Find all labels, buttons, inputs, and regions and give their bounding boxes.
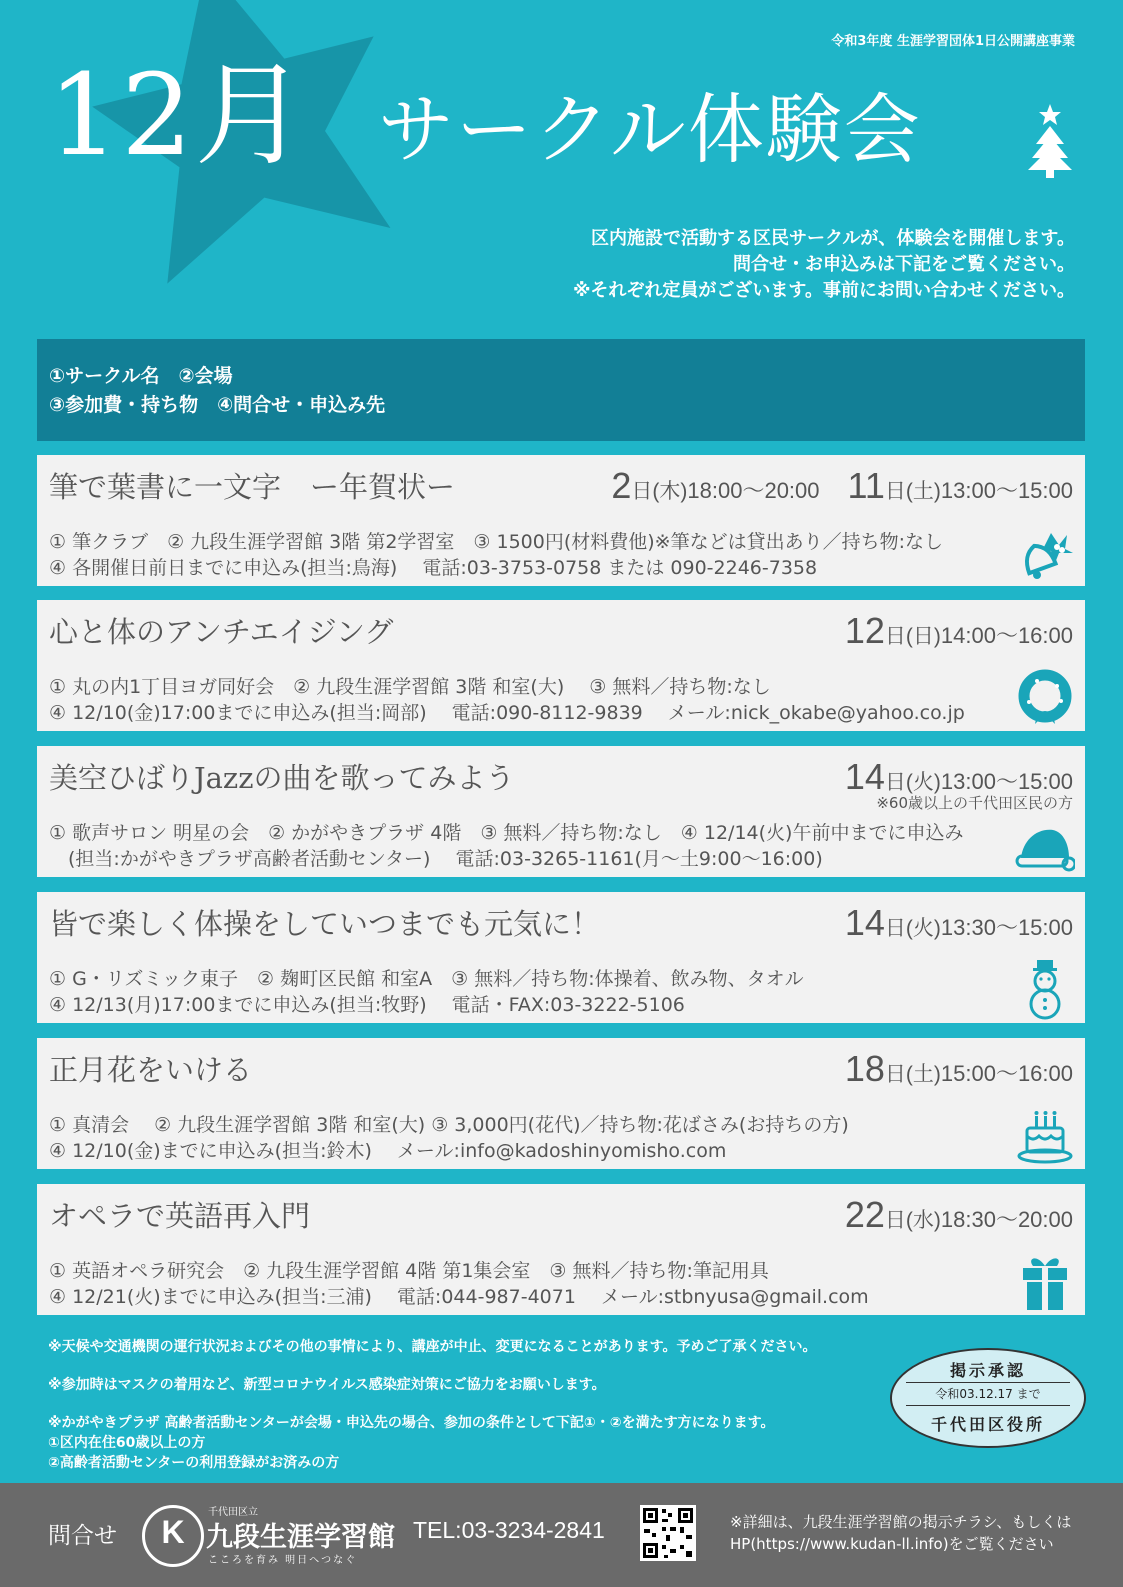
details-line: HP(https://www.kudan-ll.info)をご覧ください <box>730 1535 1054 1553</box>
event-dates <box>611 465 1073 507</box>
intro-line: 問合せ・お申込みは下記をご覧ください。 <box>733 254 1075 275</box>
event-day: 14 <box>844 902 885 943</box>
phone-number: TEL:03-3234-2841 <box>413 1517 605 1543</box>
approval-stamp <box>890 1348 1086 1448</box>
stamp-date: 令和03.12.17 まで <box>906 1382 1070 1406</box>
event-time: 18:30～20:00 <box>940 1207 1073 1232</box>
event-details: ① 丸の内1丁目ヨガ同好会 ② 九段生涯学習館 3階 和室(大) ③ 無料／持ち物:なし <box>49 676 771 698</box>
qr-code-icon <box>640 1505 696 1561</box>
event-details: ① 筆クラブ ② 九段生涯学習館 3階 第2学習室 ③ 1500円(材料費他)※筆などは貸出あり／持ち物:なし <box>49 531 943 553</box>
page-title: サークル体験会 <box>378 85 922 174</box>
event-day: 14 <box>844 756 885 797</box>
event-time: 15:00～16:00 <box>940 1061 1073 1086</box>
notice-text: ※参加時はマスクの着用など、新型コロナウイルス感染症対策にご協力をお願いします。 <box>48 1377 606 1393</box>
contact-label: 問合せ <box>48 1523 117 1549</box>
tree-icon <box>1026 104 1074 178</box>
logo-tagline: こころを育み 明日へつなぐ <box>208 1555 358 1566</box>
wreath-icon <box>1015 668 1075 728</box>
event-weekday: 日(土) <box>884 1063 941 1086</box>
event-name: 心と体のアンチエイジング <box>49 615 394 649</box>
logo-letter: K <box>161 1514 185 1550</box>
logo-icon <box>142 1505 204 1567</box>
event-contact: ④ 12/10(金)17:00までに申込み(担当:岡部) 電話:090-8112-9839 メール:nick_okabe@yahoo.co.jp <box>49 702 965 724</box>
event-day: 11 <box>847 465 885 506</box>
bell-icon <box>1015 523 1075 583</box>
event-card <box>37 455 1085 586</box>
legend-line: ①サークル名 ②会場 <box>49 365 233 387</box>
program-label: 令和3年度 生涯学習団体1日公開講座事業 <box>831 34 1075 49</box>
notice-text: ①区内在住60歳以上の方 <box>48 1435 206 1451</box>
notice-text: ※かがやきプラザ 高齢者活動センターが会場・申込先の場合、参加の条件として下記①・②を満たす方になります。 <box>48 1415 775 1431</box>
event-dates <box>845 1194 1073 1236</box>
event-contact: ④ 各開催日前日までに申込み(担当:鳥海) 電話:03-3753-0758 または 090-2246-7358 <box>49 557 818 579</box>
santa-hat-icon <box>1015 814 1075 874</box>
intro-line: ※それぞれ定員がございます。事前にお問い合わせください。 <box>572 280 1075 301</box>
event-dates <box>845 610 1073 652</box>
event-time: 14:00～16:00 <box>940 623 1073 648</box>
footer-bar <box>0 1483 1123 1587</box>
event-contact: ④ 12/13(月)17:00までに申込み(担当:牧野) 電話・FAX:03-3222-5106 <box>49 994 685 1016</box>
stamp-title: 掲示承認 <box>949 1361 1026 1380</box>
event-card <box>37 1038 1085 1169</box>
event-name: 美空ひばりJazzの曲を歌ってみよう <box>49 761 515 795</box>
event-name: オペラで英語再入門 <box>49 1199 311 1233</box>
event-contact: (担当:かがやきプラザ高齢者活動センター) 電話:03-3265-1161(月～土9:00～16:00) <box>49 848 823 870</box>
event-details: ① 英語オペラ研究会 ② 九段生涯学習館 4階 第1集会室 ③ 無料／持ち物:筆記用具 <box>49 1260 769 1282</box>
event-day: 18 <box>844 1048 885 1089</box>
logo-ward: 千代田区立 <box>208 1507 258 1518</box>
event-dates <box>845 1048 1073 1090</box>
event-weekday: 日(土) <box>884 480 941 503</box>
event-name: 正月花をいける <box>49 1053 253 1087</box>
event-contact: ④ 12/10(金)までに申込み(担当:鈴木) メール:info@kadoshinyomisho.com <box>49 1140 727 1162</box>
cake-icon <box>1015 1106 1075 1166</box>
intro-text <box>573 226 1075 304</box>
event-weekday: 日(日) <box>884 625 941 648</box>
details-note <box>730 1511 1071 1555</box>
event-card <box>37 1184 1085 1315</box>
notice-text: ②高齢者活動センターの利用登録がお済みの方 <box>48 1455 340 1471</box>
event-note: ※60歳以上の千代田区民の方 <box>876 794 1073 812</box>
month-heading: 12月 <box>48 51 309 181</box>
event-details: ① 真清会 ② 九段生涯学習館 3階 和室(大) ③ 3,000円(花代)／持ち物:花ばさみ(お持ちの方) <box>49 1114 849 1136</box>
event-card <box>37 746 1085 877</box>
snowman-icon <box>1015 960 1075 1020</box>
event-day: 22 <box>844 1194 885 1235</box>
details-line: ※詳細は、九段生涯学習館の掲示チラシ、もしくは <box>730 1513 1072 1531</box>
event-details: ① G・リズミック東子 ② 麹町区民館 和室A ③ 無料／持ち物:体操着、飲み物、タオル <box>49 968 804 990</box>
gift-icon <box>1015 1252 1075 1312</box>
event-name: 筆で葉書に一文字 ー年賀状ー <box>49 470 456 504</box>
event-time: 18:00～20:00 <box>687 478 820 503</box>
event-time: 13:30～15:00 <box>940 915 1073 940</box>
event-weekday: 日(水) <box>884 1209 941 1232</box>
notice-text: ※天候や交通機関の運行状況およびその他の事情により、講座が中止、変更になることがあります。予めご了承ください。 <box>48 1339 817 1355</box>
event-day: 12 <box>844 610 885 651</box>
event-weekday: 日(木) <box>631 480 688 503</box>
event-time: 13:00～15:00 <box>940 769 1073 794</box>
event-weekday: 日(火) <box>884 917 941 940</box>
logo-name: 九段生涯学習館 <box>206 1522 395 1553</box>
legend-line: ③参加費・持ち物 ④問合せ・申込み先 <box>49 394 386 416</box>
event-details: ① 歌声サロン 明星の会 ② かがやきプラザ 4階 ③ 無料／持ち物:なし ④ 12/14(火)午前中までに申込み <box>49 822 964 844</box>
event-card <box>37 892 1085 1023</box>
event-weekday: 日(火) <box>884 771 941 794</box>
event-dates <box>845 902 1073 944</box>
event-card <box>37 600 1085 731</box>
event-name: 皆で楽しく体操をしていつまでも元気に！ <box>49 907 601 941</box>
stamp-office: 千代田区役所 <box>930 1415 1045 1434</box>
event-time: 13:00～15:00 <box>940 478 1073 503</box>
intro-line: 区内施設で活動する区民サークルが、体験会を開催します。 <box>590 228 1075 249</box>
legend-box <box>37 339 1085 441</box>
event-contact: ④ 12/21(火)までに申込み(担当:三浦) 電話:044-987-4071 メール:stbnyusa@gmail.com <box>49 1286 869 1308</box>
event-day: 2 <box>611 465 632 506</box>
